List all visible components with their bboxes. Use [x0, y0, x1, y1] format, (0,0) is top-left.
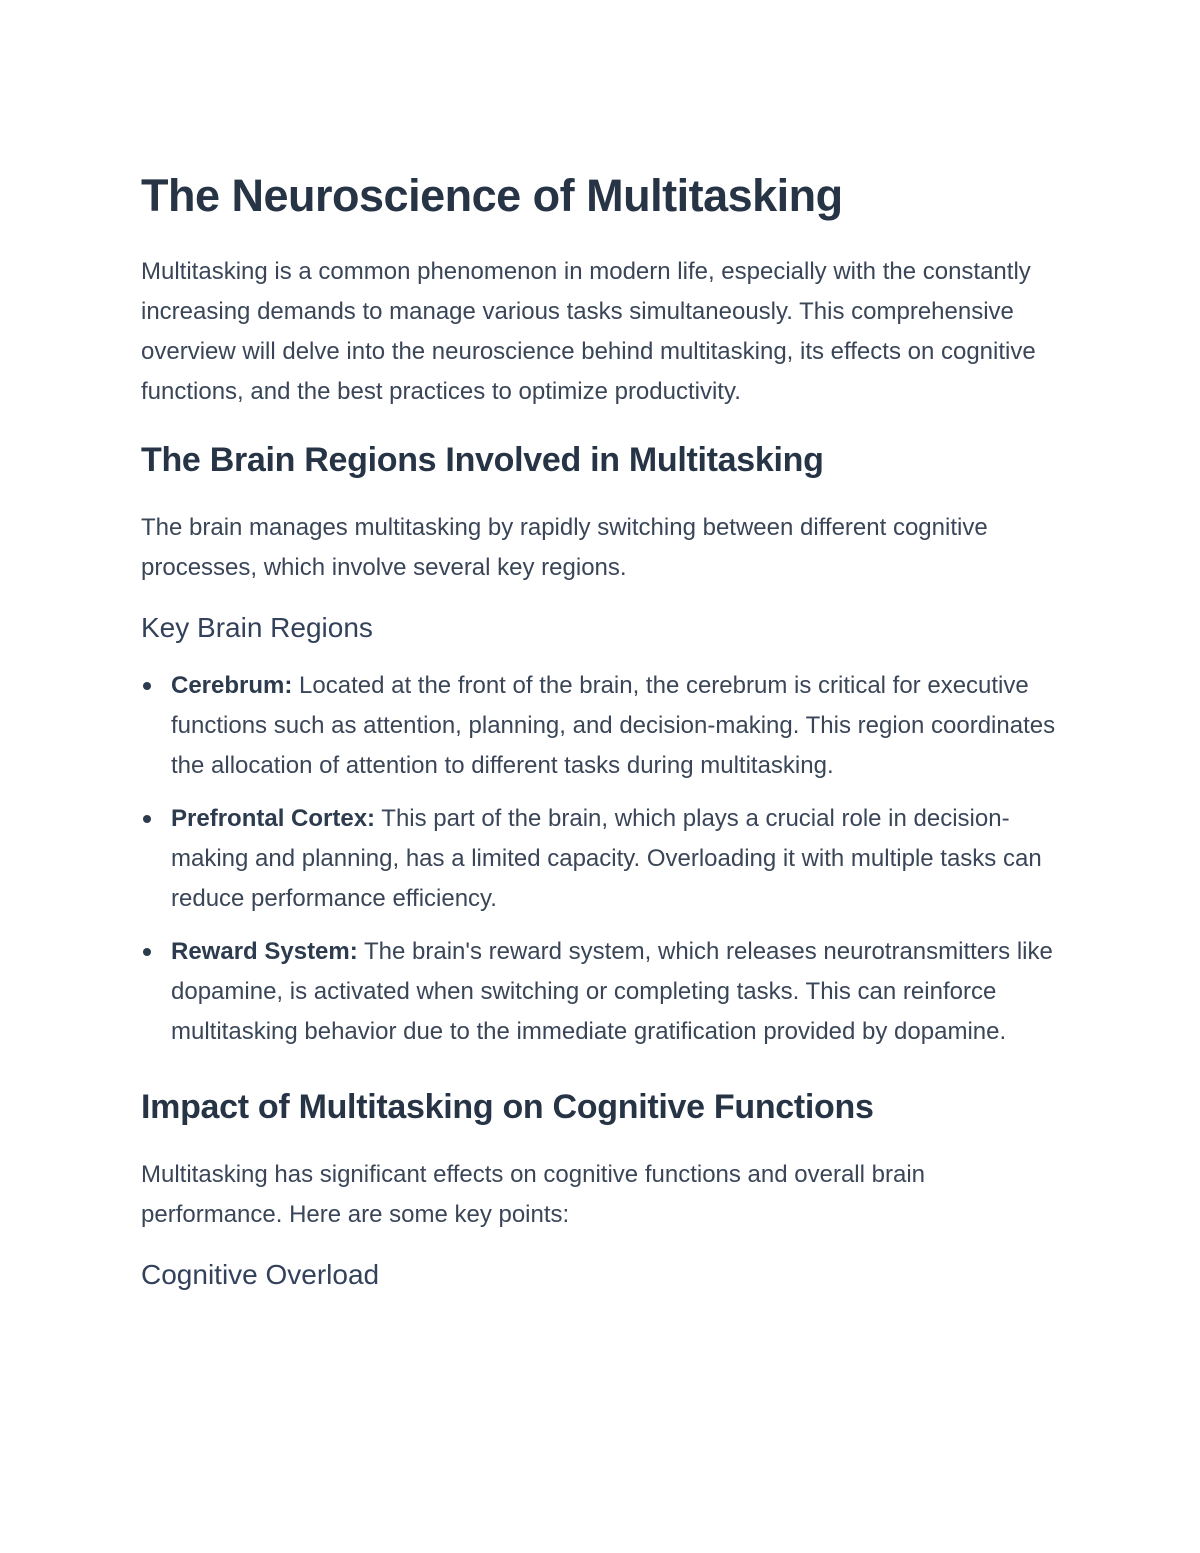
subheading-key-brain-regions: Key Brain Regions: [141, 612, 373, 643]
list-item-description: Located at the front of the brain, the cerebrum is critical for executive functions such as attention, planning, and decision-making. This region coordinates the allocation of attention to different tasks during multitasking.: [171, 672, 1056, 779]
list-item: [141, 666, 1061, 786]
list-item-term: Cerebrum:: [171, 672, 293, 699]
bullet-icon: [143, 948, 151, 956]
brain-regions-list: [141, 666, 1061, 1052]
section-paragraph-brain-regions: The brain manages multitasking by rapidly switching between different cognitive processes, which involve several key regions.: [141, 514, 988, 581]
section-paragraph-impact: Multitasking has significant effects on cognitive functions and overall brain performance. Here are some key points:: [141, 1161, 925, 1228]
list-item-term: Prefrontal Cortex:: [171, 805, 376, 832]
list-item-term: Reward System:: [171, 938, 358, 965]
section-heading-impact: Impact of Multitasking on Cognitive Functions: [141, 1088, 874, 1126]
bullet-icon: [143, 682, 151, 690]
subheading-cognitive-overload: Cognitive Overload: [141, 1259, 380, 1290]
intro-paragraph: Multitasking is a common phenomenon in modern life, especially with the constantly increasing demands to manage various tasks simultaneously. This comprehensive overview will delve into the neuroscience behind multitasking, its effects on cognitive functions, and the best practices to optimize productivity.: [141, 258, 1036, 405]
list-item: [141, 932, 1061, 1052]
list-item: [141, 799, 1061, 919]
list-item-description: This part of the brain, which plays a crucial role in decision-making and planning, has a limited capacity. Overloading it with multiple tasks can reduce performance efficiency.: [171, 805, 1042, 912]
document-page: [141, 168, 1061, 1293]
list-item-description: The brain's reward system, which releases neurotransmitters like dopamine, is activated when switching or completing tasks. This can reinforce multitasking behavior due to the immediate gratification provided by dopamine.: [171, 938, 1053, 1045]
section-heading-brain-regions: The Brain Regions Involved in Multitasking: [141, 441, 824, 479]
bullet-icon: [143, 815, 151, 823]
document-title: The Neuroscience of Multitasking: [141, 170, 843, 221]
